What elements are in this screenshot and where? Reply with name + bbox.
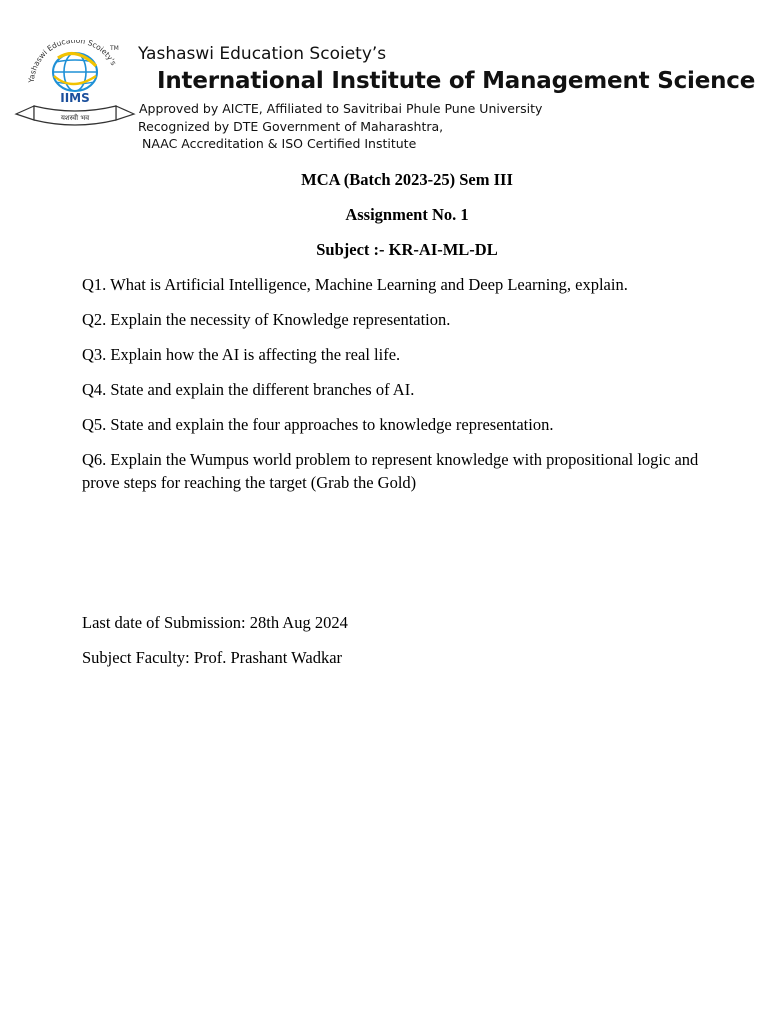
institute-logo — [12, 40, 138, 128]
affiliation-line: Approved by AICTE, Affiliated to Savitribai Phule Pune University — [139, 101, 543, 116]
assignment-title: Assignment No. 1 — [345, 205, 469, 224]
society-name: Yashaswi Education Scoiety’s — [138, 44, 387, 64]
course-title: MCA (Batch 2023-25) Sem III — [301, 170, 513, 189]
question-6: Q6. Explain the Wumpus world problem to represent knowledge with propositional logic and prove steps for reaching the target (Grab the Gold) — [82, 450, 699, 492]
subject-title: Subject :- KR-AI-ML-DL — [316, 240, 498, 259]
question-2: Q2. Explain the necessity of Knowledge representation. — [82, 310, 451, 329]
question-3: Q3. Explain how the AI is affecting the real life. — [82, 345, 401, 364]
question-4: Q4. State and explain the different branches of AI. — [82, 380, 415, 399]
question-1: Q1. What is Artificial Intelligence, Machine Learning and Deep Learning, explain. — [82, 275, 628, 294]
logo-arc-text: Yashaswi Education Scoiety's — [26, 40, 119, 83]
submission-date: Last date of Submission: 28th Aug 2024 — [82, 613, 348, 632]
globe-icon — [53, 53, 97, 91]
assignment-document — [82, 168, 732, 681]
recognition-line: Recognized by DTE Government of Maharashtra, — [138, 119, 444, 134]
institute-name: International Institute of Management Science — [157, 68, 756, 94]
logo-motto: यशस्वी भव — [60, 114, 90, 122]
logo-tm: TM — [110, 45, 119, 52]
logo-name: IIMS — [60, 91, 90, 105]
spacer — [82, 506, 732, 611]
accreditation-line: NAAC Accreditation & ISO Certified Institute — [142, 136, 417, 151]
subject-faculty: Subject Faculty: Prof. Prashant Wadkar — [82, 648, 343, 667]
question-5: Q5. State and explain the four approaches to knowledge representation. — [82, 415, 554, 434]
iims-logo-icon — [12, 40, 138, 128]
